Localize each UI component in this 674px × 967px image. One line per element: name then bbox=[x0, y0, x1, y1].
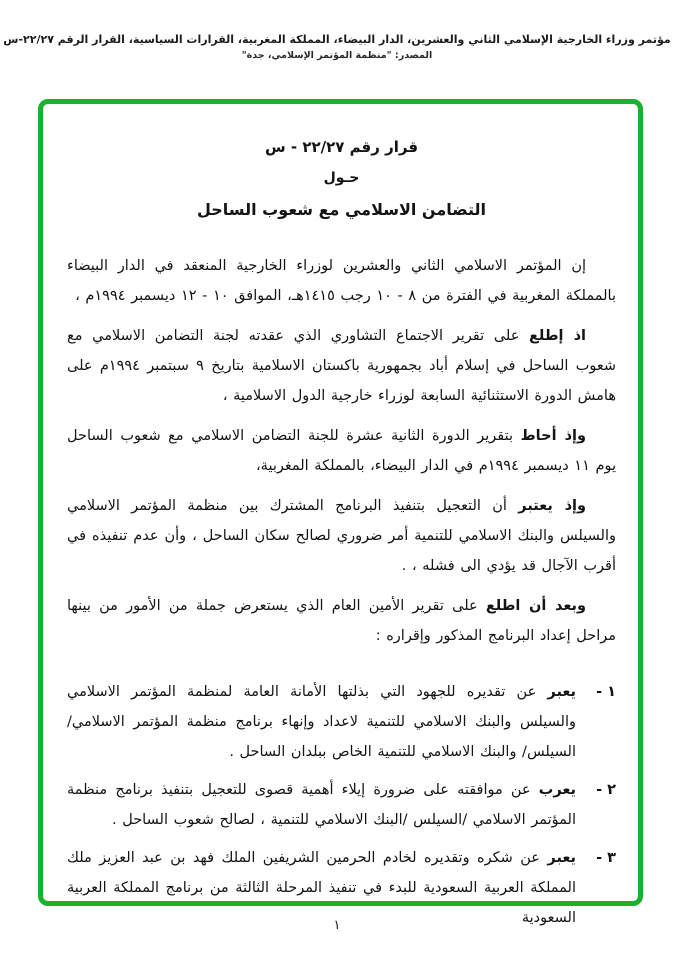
paragraph-text: أن التعجيل بتنفيذ البرنامج المشترك بين منظمة المؤتمر الاسلامي والسيلس والبنك الاسلامي للتنمية أمر ضروري لصالح سكان الساحل ، وأن عدم تنفيذه في أقرب الآجال قد يؤدي الى فشله ، . bbox=[67, 498, 616, 574]
preamble-paragraph bbox=[67, 321, 616, 411]
paragraph-lead: وإذ أحاط bbox=[520, 428, 586, 444]
page-number: ١ bbox=[333, 918, 341, 933]
operative-items-list bbox=[67, 677, 616, 933]
paragraph-lead: اذ إطلع bbox=[529, 328, 586, 344]
resolution-document-frame bbox=[38, 99, 643, 926]
preamble-paragraph bbox=[67, 251, 616, 311]
item-body: عن شكره وتقديره لخادم الحرمين الشريفين الملك فهد بن عبد العزيز ملك المملكة العربية السعودية للبدء في تنفيذ المرحلة الثالثة من برنامج المملكة العربية السعودية bbox=[67, 850, 576, 926]
list-item bbox=[67, 775, 616, 835]
resolution-subject: التضامن الاسلامي مع شعوب الساحل bbox=[196, 200, 487, 219]
item-number: ١ - bbox=[596, 684, 616, 700]
paragraph-lead: وإذ يعتبر bbox=[518, 498, 586, 514]
paragraph-text: على تقرير الاجتماع التشاوري الذي عقدته لجنة التضامن الاسلامي مع شعوب الساحل في إسلام أباد بجمهورية باكستان الاسلامية بتاريخ ٩ سبتمبر ١٩٩٤م على هامش الدورة الاستثنائية السابعة لوزراء خارجية الدول الاسلامية ، bbox=[67, 328, 616, 404]
item-text bbox=[67, 677, 576, 767]
item-number: ٣ - bbox=[596, 850, 616, 866]
paragraph-text: إن المؤتمر الاسلامي الثاني والعشرين لوزراء الخارجية المنعقد في الدار البيضاء بالمملكة المغربية في الفترة من ٨ - ١٠ رجب ١٤١٥هـ، الموافق ١٠ - ١٢ ديسمبر ١٩٩٤م ، bbox=[67, 258, 616, 304]
resolution-number: قرار رقم ٢٢/٢٧ - س bbox=[264, 138, 419, 156]
list-item bbox=[67, 677, 616, 767]
preamble-paragraph bbox=[67, 491, 616, 581]
resolution-title-about: حـول bbox=[323, 170, 360, 186]
source-header bbox=[0, 33, 674, 61]
item-number: ٢ - bbox=[596, 782, 616, 798]
item-lead: يعبر bbox=[547, 684, 576, 700]
item-lead: يعبر bbox=[547, 850, 576, 866]
preamble-paragraph bbox=[67, 421, 616, 481]
paragraph-text: بتقرير الدورة الثانية عشرة للجنة التضامن الاسلامي مع شعوب الساحل يوم ١١ ديسمبر ١٩٩٤م في الدار البيضاء، بالمملكة المغربية، bbox=[67, 428, 616, 474]
preamble-paragraph bbox=[67, 591, 616, 651]
resolution-title bbox=[67, 132, 616, 225]
item-body: عن موافقته على ضرورة إيلاء أهمية قصوى للتعجيل بتنفيذ برنامج منظمة المؤتمر الاسلامي /السيلس /البنك الاسلامي للتنمية ، لصالح شعوب الساحل . bbox=[67, 782, 576, 828]
item-text bbox=[67, 775, 576, 835]
paragraph-text: على تقرير الأمين العام الذي يستعرض جملة من الأمور من بينها مراحل إعداد البرنامج المذكور وإقراره : bbox=[67, 598, 616, 644]
source-header-line1: مؤتمر وزراء الخارجية الإسلامي الثاني والعشرين، الدار البيضاء، المملكة المغربية، القرارات السياسية، القرار الرقم ٢٢/٢٧-س bbox=[3, 33, 671, 46]
source-header-line2: المصدر: "منظمة المؤتمر الإسلامي، جدة" bbox=[241, 50, 433, 61]
item-lead: يعرب bbox=[538, 782, 577, 798]
paragraph-lead: وبعد أن اطلع bbox=[485, 598, 586, 614]
item-body: عن تقديره للجهود التي بذلتها الأمانة العامة لمنظمة المؤتمر الاسلامي والسيلس والبنك الاسلامي للتنمية لاعداد وإنهاء برنامج منظمة المؤتمر الاسلامي/ السيلس/ والبنك الاسلامي للتنمية الخاص ببلدان الساحل . bbox=[67, 684, 576, 760]
